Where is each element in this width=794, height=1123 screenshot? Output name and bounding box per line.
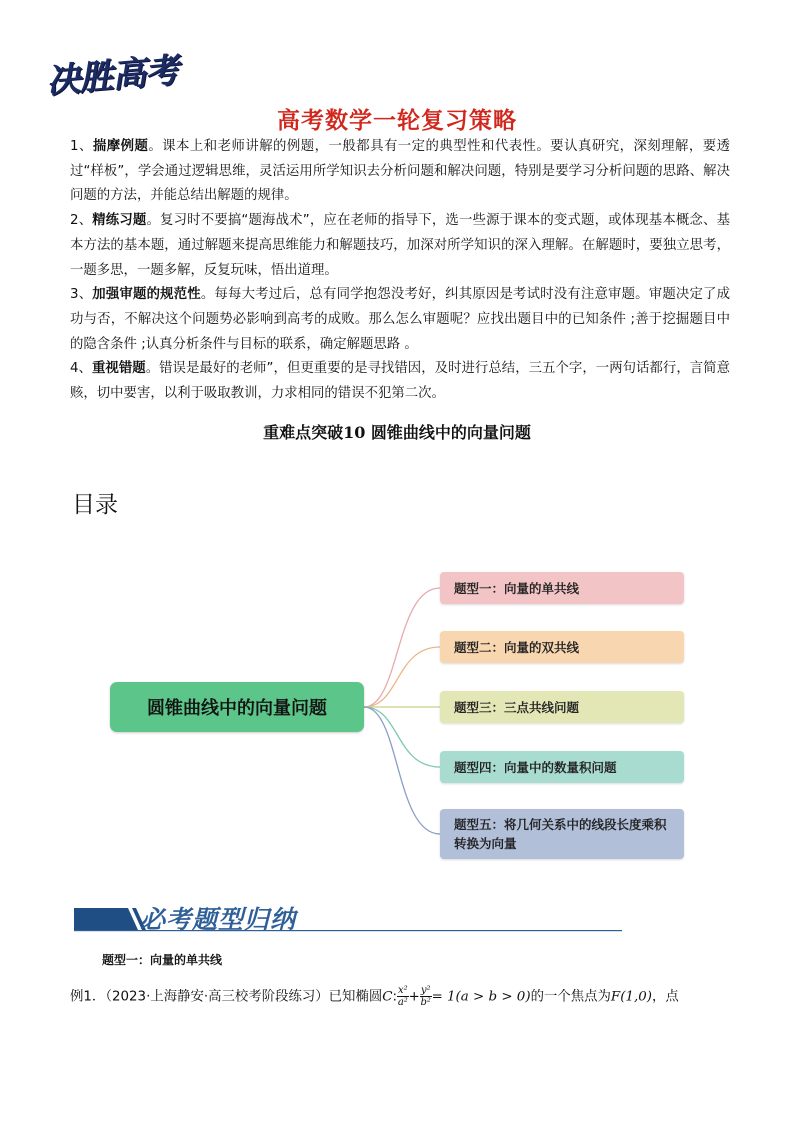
mindmap-branch-1: 题型一：向量的单共线 — [440, 572, 684, 604]
strategy-item-4 — [70, 357, 730, 406]
example-middle: 的一个焦点为 — [530, 989, 611, 1005]
strategy-head: 精练习题 — [92, 213, 147, 229]
question-type-label: 题型一：向量的单共线 — [102, 953, 223, 967]
strategy-body: 。错误是最好的老师”，但更重要的是寻找错因，及时进行总结，三五个字，一两句话都行，言简意赅，切中要害，以利于吸取教训，力求相同的错误不犯第二次。 — [70, 361, 730, 402]
strategy-num: 1、 — [70, 139, 93, 154]
mindmap-branch-3: 题型三：三点共线问题 — [440, 691, 684, 723]
connector-4 — [364, 707, 440, 767]
connector-2 — [364, 647, 440, 707]
plus-sign: + — [408, 989, 420, 1005]
strategy-head: 重视错题 — [91, 361, 146, 377]
ellipse-condition: = 1(a > b > 0) — [431, 989, 531, 1005]
connector-1 — [364, 588, 440, 707]
strategy-item-2 — [70, 209, 730, 283]
focus-point: F(1,0) — [610, 989, 652, 1005]
connector-5 — [364, 707, 440, 834]
main-title: 高考数学一轮复习策略 — [277, 108, 517, 134]
strategy-list — [70, 135, 730, 407]
ellipse-name: C — [382, 989, 393, 1005]
mindmap-center: 圆锥曲线中的向量问题 — [110, 682, 364, 732]
x-denominator: a² — [397, 997, 408, 1008]
x-numerator: x² — [398, 985, 408, 996]
strategy-body: 。复习时不要搞“题海战术”，应在老师的指导下，选一些源于课本的变式题，或体现基本概念、基本方法的基本题，通过解题来提高思维能力和解题技巧，加深对所学知识的深入理解。在解题时，要独立思考，一题多思，一题多解，反复玩味，悟出道理。 — [70, 213, 730, 278]
strategy-item-1 — [70, 135, 730, 209]
logo-text: 决胜高考 — [44, 50, 180, 102]
strategy-body: 。每每大考过后，总有同学抱怨没考好，纠其原因是考试时没有注意审题。审题决定了成功与否，不解决这个问题势必影响到高考的成败。那么怎么审题呢？应找出题目中的已知条件 ;善于挖掘题目中的隐含条件 ;认真分析条件与目标的联系，确定解题思路 。 — [70, 287, 730, 352]
colon: : — [392, 989, 397, 1005]
strategy-body: 。课本上和老师讲解的例题，一般都具有一定的典型性和代表性。要认真研究，深刻理解，要透过“样板”，学会通过逻辑思维，灵活运用所学知识去分析问题和解决问题，特别是要学习分析问题的思路、解决问题的方法，并能总结出解题的规律。 — [70, 139, 731, 204]
example-1 — [70, 985, 679, 1008]
section-banner-title: 必考题型归纳 — [140, 905, 297, 934]
fraction-y — [420, 985, 432, 1008]
strategy-item-3 — [70, 283, 730, 357]
mindmap-branch-4: 题型四：向量中的数量积问题 — [440, 751, 684, 783]
strategy-num: 3、 — [70, 287, 93, 303]
example-prefix: 例1．（2023·上海静安·高三校考阶段练习）已知椭圆 — [70, 989, 383, 1005]
strategy-head: 加强审题的规范性 — [92, 287, 201, 303]
toc-heading: 目录 — [72, 492, 118, 518]
strategy-head: 揣摩例题 — [92, 139, 149, 154]
document-title: 重难点突破10 圆锥曲线中的向量问题 — [263, 423, 531, 442]
y-numerator: y² — [420, 985, 431, 996]
example-suffix: ，点 — [651, 989, 679, 1005]
mindmap-branch-5: 题型五：将几何关系中的线段长度乘积转换为向量 — [440, 809, 684, 859]
y-denominator: b² — [420, 997, 431, 1008]
fraction-x — [397, 985, 409, 1008]
strategy-num: 2、 — [70, 213, 93, 229]
strategy-num: 4、 — [70, 361, 92, 377]
mindmap-branch-2: 题型二：向量的双共线 — [440, 631, 684, 663]
